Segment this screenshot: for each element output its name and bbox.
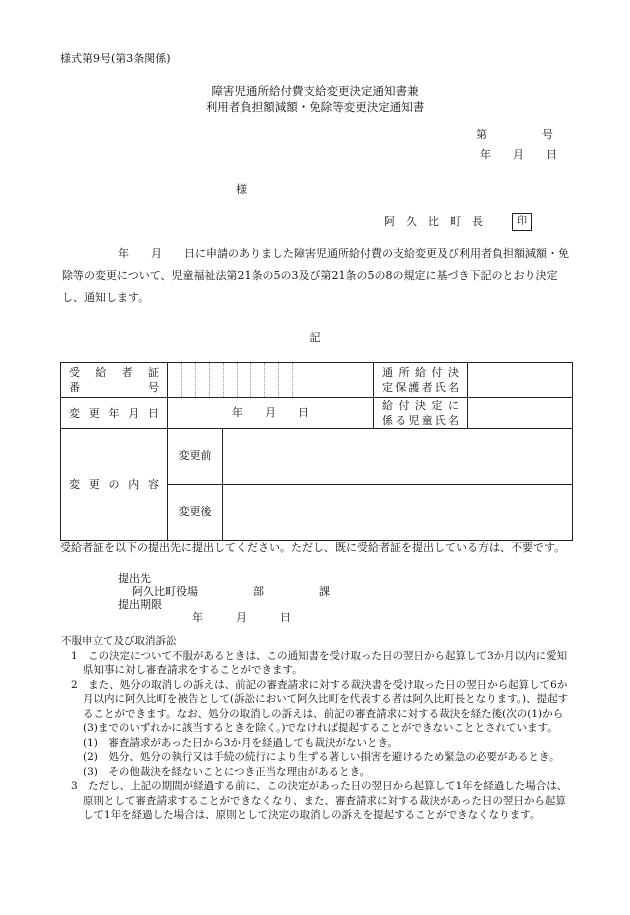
form-id: 様式第9号(第3条関係) (60, 52, 171, 65)
submit-notice: 受給者証を以下の提出先に提出してください。ただし、既に受給者証を提出している方は、不要です。 (60, 541, 566, 554)
child-name-label: 給付決定に 係る児童氏名 (374, 398, 468, 429)
issuer (384, 213, 532, 231)
appeal-heading: 不服申立て及び取消訴訟 (61, 635, 177, 647)
change-date-value[interactable]: 年 月 日 (168, 398, 374, 429)
seal-mark: 印 (512, 213, 532, 231)
deadline-label: 提出期限 (118, 598, 162, 611)
appeal-item-1: 1 この決定について不服があるときは、この通知書を受け取った日の翌日から起算して3か月以内に愛知県知事に対し審査請求をすることができます。 (71, 649, 568, 676)
appeal-item-2: 2 また、処分の取消しの訴えは、前記の審査請求に対する裁決書を受け取った日の翌日から起算して6か月以内に阿久比町を被告として(訴訟において阿久比町を代表する者は阿久比町長となります。)、提起することができます。なお、処分の取消しの訴えは、前記の審査請求に対する裁決を経た後(次の(1)から(3)までのいずれかに該当するときを除く。)でなければ提起することができないこととされています。 (71, 678, 569, 734)
after-label: 変更後 (168, 485, 223, 541)
title-line-2: 利用者負担額減額・免除等変更決定通知書 (205, 100, 425, 114)
appeal-sub-1: (1) 審査請求があった日から3か月を経過しても裁決がないとき。 (83, 736, 399, 749)
appeal-sub-3: (3) その他裁決を経ないことにつき正当な理由があるとき。 (83, 765, 371, 778)
appeal-item-3: 3 ただし、上記の期間が経過する前に、この決定があった日の翌日から起算して1年を経過した場合は、原則として審査請求することができなくなり、また、審査請求に対する裁決があった日の翌日から起算して1年を経過した場合は、原則として決定の取消しの訴えを提起することができなくなります。 (71, 780, 568, 821)
issuer-name: 阿 久 比 町 長 (384, 215, 483, 228)
body-text: 年 月 日に申請のありました障害児通所給付費の支給変更及び利用者負担額減額・免除等の変更について、児童福祉法第21条の5の3及び第21条の5の8の規定に基づき下記のとおり決定し、通知します。 (62, 247, 569, 304)
child-name-value[interactable] (468, 398, 573, 429)
decision-table (60, 362, 573, 541)
submit-to-label: 提出先 (118, 572, 151, 585)
ki-label: 記 (309, 331, 321, 344)
after-value[interactable] (223, 485, 573, 541)
change-date-label: 変 更 年 月 日 (61, 398, 168, 429)
document-number: 第 号 (476, 128, 553, 141)
addressee-suffix: 様 (236, 183, 247, 196)
before-label: 変更前 (168, 429, 223, 485)
appeal-section (61, 634, 576, 823)
appeal-sub-2: (2) 処分、処分の執行又は手続の続行により生ずる著しい損害を避けるため緊急の必要があるとき。 (83, 751, 560, 763)
change-content-label: 変 更 の 内 容 (61, 429, 168, 541)
guardian-name-label: 通所給付決 定保護者氏名 (374, 363, 468, 398)
guardian-name-value[interactable] (468, 363, 573, 398)
recipient-cert-no-boxes[interactable] (168, 363, 374, 398)
title-line-1: 障害児通所給付費支給変更決定通知書兼 (211, 84, 419, 98)
submit-to-value: 阿久比町役場 部 課 (132, 585, 330, 598)
recipient-cert-no-label: 受 給 者 証 番 号 (61, 363, 168, 398)
deadline-value: 年 月 日 (192, 611, 291, 624)
before-value[interactable] (223, 429, 573, 485)
document-date: 年 月 日 (480, 148, 557, 161)
